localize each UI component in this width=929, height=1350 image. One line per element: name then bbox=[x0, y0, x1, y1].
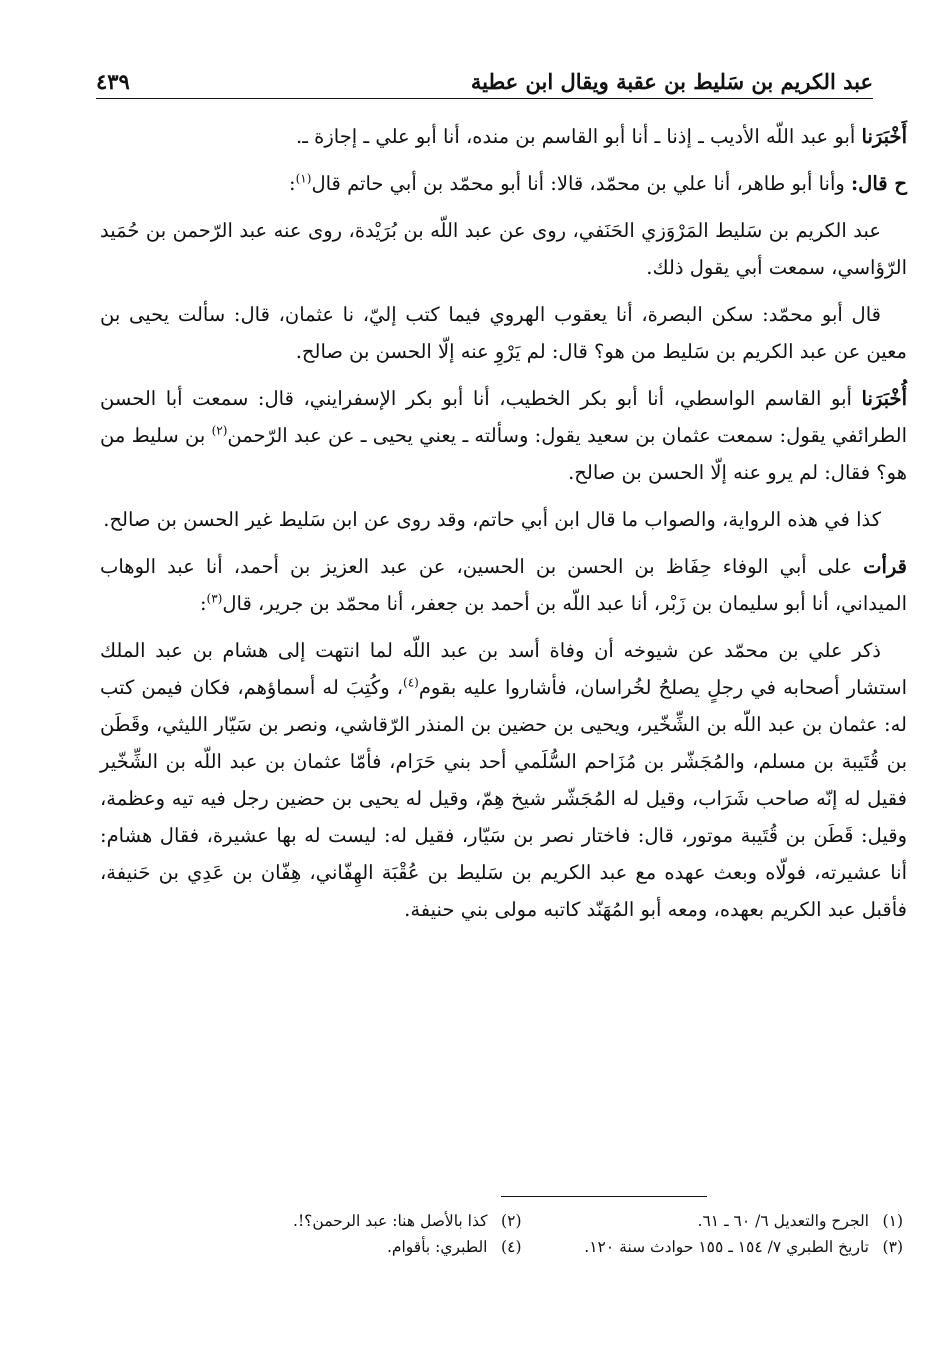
footnote-marker[interactable]: (٣) bbox=[206, 591, 223, 606]
footnote-marker[interactable]: (١) bbox=[295, 171, 312, 186]
running-title: عبد الكريم بن سَليط بن عقبة ويقال ابن عطية bbox=[470, 69, 873, 94]
paragraph-text: ذكر علي بن محمّد عن شيوخه أن وفاة أسد بن عبد اللّه لما انتهت إلى هشام بن عبد الملك استشار أصحابه في رجلٍ يصلحُ لخُراسان، فأشاروا عليه بقوم bbox=[100, 639, 907, 699]
footnote-rule bbox=[501, 1196, 707, 1197]
paragraph bbox=[100, 632, 907, 928]
footnote-row bbox=[140, 1208, 903, 1234]
page-number: ٤٣٩ bbox=[96, 69, 130, 94]
paragraph-text-after: : bbox=[199, 592, 207, 615]
footnote-row bbox=[140, 1234, 903, 1260]
paragraph-text: عبد الكريم بن سَليط المَرْوَزي الحَنَفي، روى عن عبد اللّه بن بُرَيْدة، روى عنه عبد الرّحمن بن حُمَيد الرّؤاسي، سمعت أبي يقول ذلك. bbox=[100, 219, 907, 279]
paragraph-lead: أُخْبَرَنا bbox=[861, 387, 907, 410]
footnote-number: (١) bbox=[882, 1212, 903, 1230]
footnote bbox=[522, 1208, 904, 1234]
paragraph-lead: ح قال: bbox=[850, 172, 907, 195]
footnote-text: الجرح والتعديل ٦/ ٦٠ ـ ٦١. bbox=[697, 1212, 869, 1230]
footnote-marker[interactable]: (٢) bbox=[211, 423, 228, 438]
footnote-marker[interactable]: (٤) bbox=[403, 675, 419, 690]
page-header bbox=[96, 56, 873, 94]
paragraph bbox=[100, 501, 907, 538]
main-text bbox=[100, 118, 907, 938]
footnotes bbox=[140, 1208, 903, 1260]
footnote-number: (٢) bbox=[501, 1212, 522, 1230]
paragraph-text-after: بن سليط من هو؟ فقال: لم يرو عنه إلّا الحسن بن صالح. bbox=[100, 424, 907, 484]
paragraph bbox=[100, 165, 907, 202]
footnote-text: الطبري: بأقوام. bbox=[386, 1238, 488, 1256]
paragraph-text-after: ، وكُتِبَ له أسماؤهم، فكان فيمن كتب له: عثمان بن عبد اللّه بن الشِّخّير، ويحيى بن حضين بن المنذر الرّقاشي، ونصر بن سَيّار الليثي، وقَطَن بن قُتَيبة بن مسلم، والمُجَشّر بن مُزَاحم السُّلَمي أحد بني حَرَام، فأمّا عثمان بن عبد اللّه بن الشِّخّير فقيل له إنّه صاحب شَرَاب، وقيل له المُجَشّر شيخ هِمّ، وقيل له يحيى بن حضين رجل فيه تيه وعظمة، وقيل: قَطَن بن قُتَيبة موتور، قال: فاختار نصر بن سَيّار، فقيل له: ليست له بها عشيرة، فقال هشام: أنا عشيرته، فولّاه وبعث عهده مع عبد الكريم بن سَليط بن عُقْبَة الهِفّاني، هِفّان بن عَدِي بن حَنيفة، فأقبل عبد الكريم بعهده، ومعه أبو المُهَنّد كاتبه مولى بني حنيفة. bbox=[100, 676, 907, 921]
footnote bbox=[522, 1234, 904, 1260]
footnote-text: تاريخ الطبري ٧/ ١٥٤ ـ ١٥٥ حوادث سنة ١٢٠. bbox=[584, 1238, 869, 1256]
paragraph-text: على أبي الوفاء حِفَاظ بن الحسن بن الحسين، عن عبد العزيز بن أحمد، أنا عبد الوهاب الميداني، أنا أبو سليمان بن زَبْر، أنا عبد اللّه بن أحمد بن جعفر، أنا محمّد بن جرير، قال bbox=[100, 555, 907, 615]
paragraph-text-after: : bbox=[289, 172, 296, 195]
paragraph bbox=[100, 296, 907, 370]
paragraph-text: كذا في هذه الرواية، والصواب ما قال ابن أبي حاتم، وقد روى عن ابن سَليط غير الحسن بن صالح. bbox=[103, 508, 881, 531]
footnote-number: (٣) bbox=[882, 1238, 903, 1256]
paragraph bbox=[100, 118, 907, 155]
footnote bbox=[140, 1234, 522, 1260]
header-rule bbox=[96, 98, 873, 99]
footnote-text: كذا بالأصل هنا: عبد الرحمن؟!. bbox=[293, 1212, 488, 1230]
footnote bbox=[140, 1208, 522, 1234]
paragraph bbox=[100, 212, 907, 286]
paragraph bbox=[100, 380, 907, 491]
paragraph-text: أبو القاسم الواسطي، أنا أبو بكر الخطيب، أنا أبو بكر الإسفرايني، قال: سمعت أبا الحسن الطرائفي يقول: سمعت عثمان بن سعيد يقول: وسألته ـ يعني يحيى ـ عن عبد الرّحمن bbox=[100, 387, 907, 447]
paragraph-text: قال أبو محمّد: سكن البصرة، أنا يعقوب الهروي فيما كتب إليّ، نا عثمان، قال: سألت يحيى بن معين عن عبد الكريم بن سَليط من هو؟ قال: لم يَرْوِ عنه إلّا الحسن بن صالح. bbox=[100, 303, 907, 363]
paragraph-lead: أَخْبَرَنا bbox=[861, 125, 907, 148]
paragraph-text: وأنا أبو طاهر، أنا علي بن محمّد، قالا: أنا أبو محمّد بن أبي حاتم قال bbox=[311, 172, 851, 195]
footnote-number: (٤) bbox=[501, 1238, 522, 1256]
paragraph bbox=[100, 548, 907, 622]
paragraph-lead: قرأت bbox=[863, 555, 907, 578]
paragraph-text: أبو عبد اللّه الأديب ـ إذنا ـ أنا أبو القاسم بن منده، أنا أبو علي ـ إجازة ـ. bbox=[296, 125, 862, 148]
